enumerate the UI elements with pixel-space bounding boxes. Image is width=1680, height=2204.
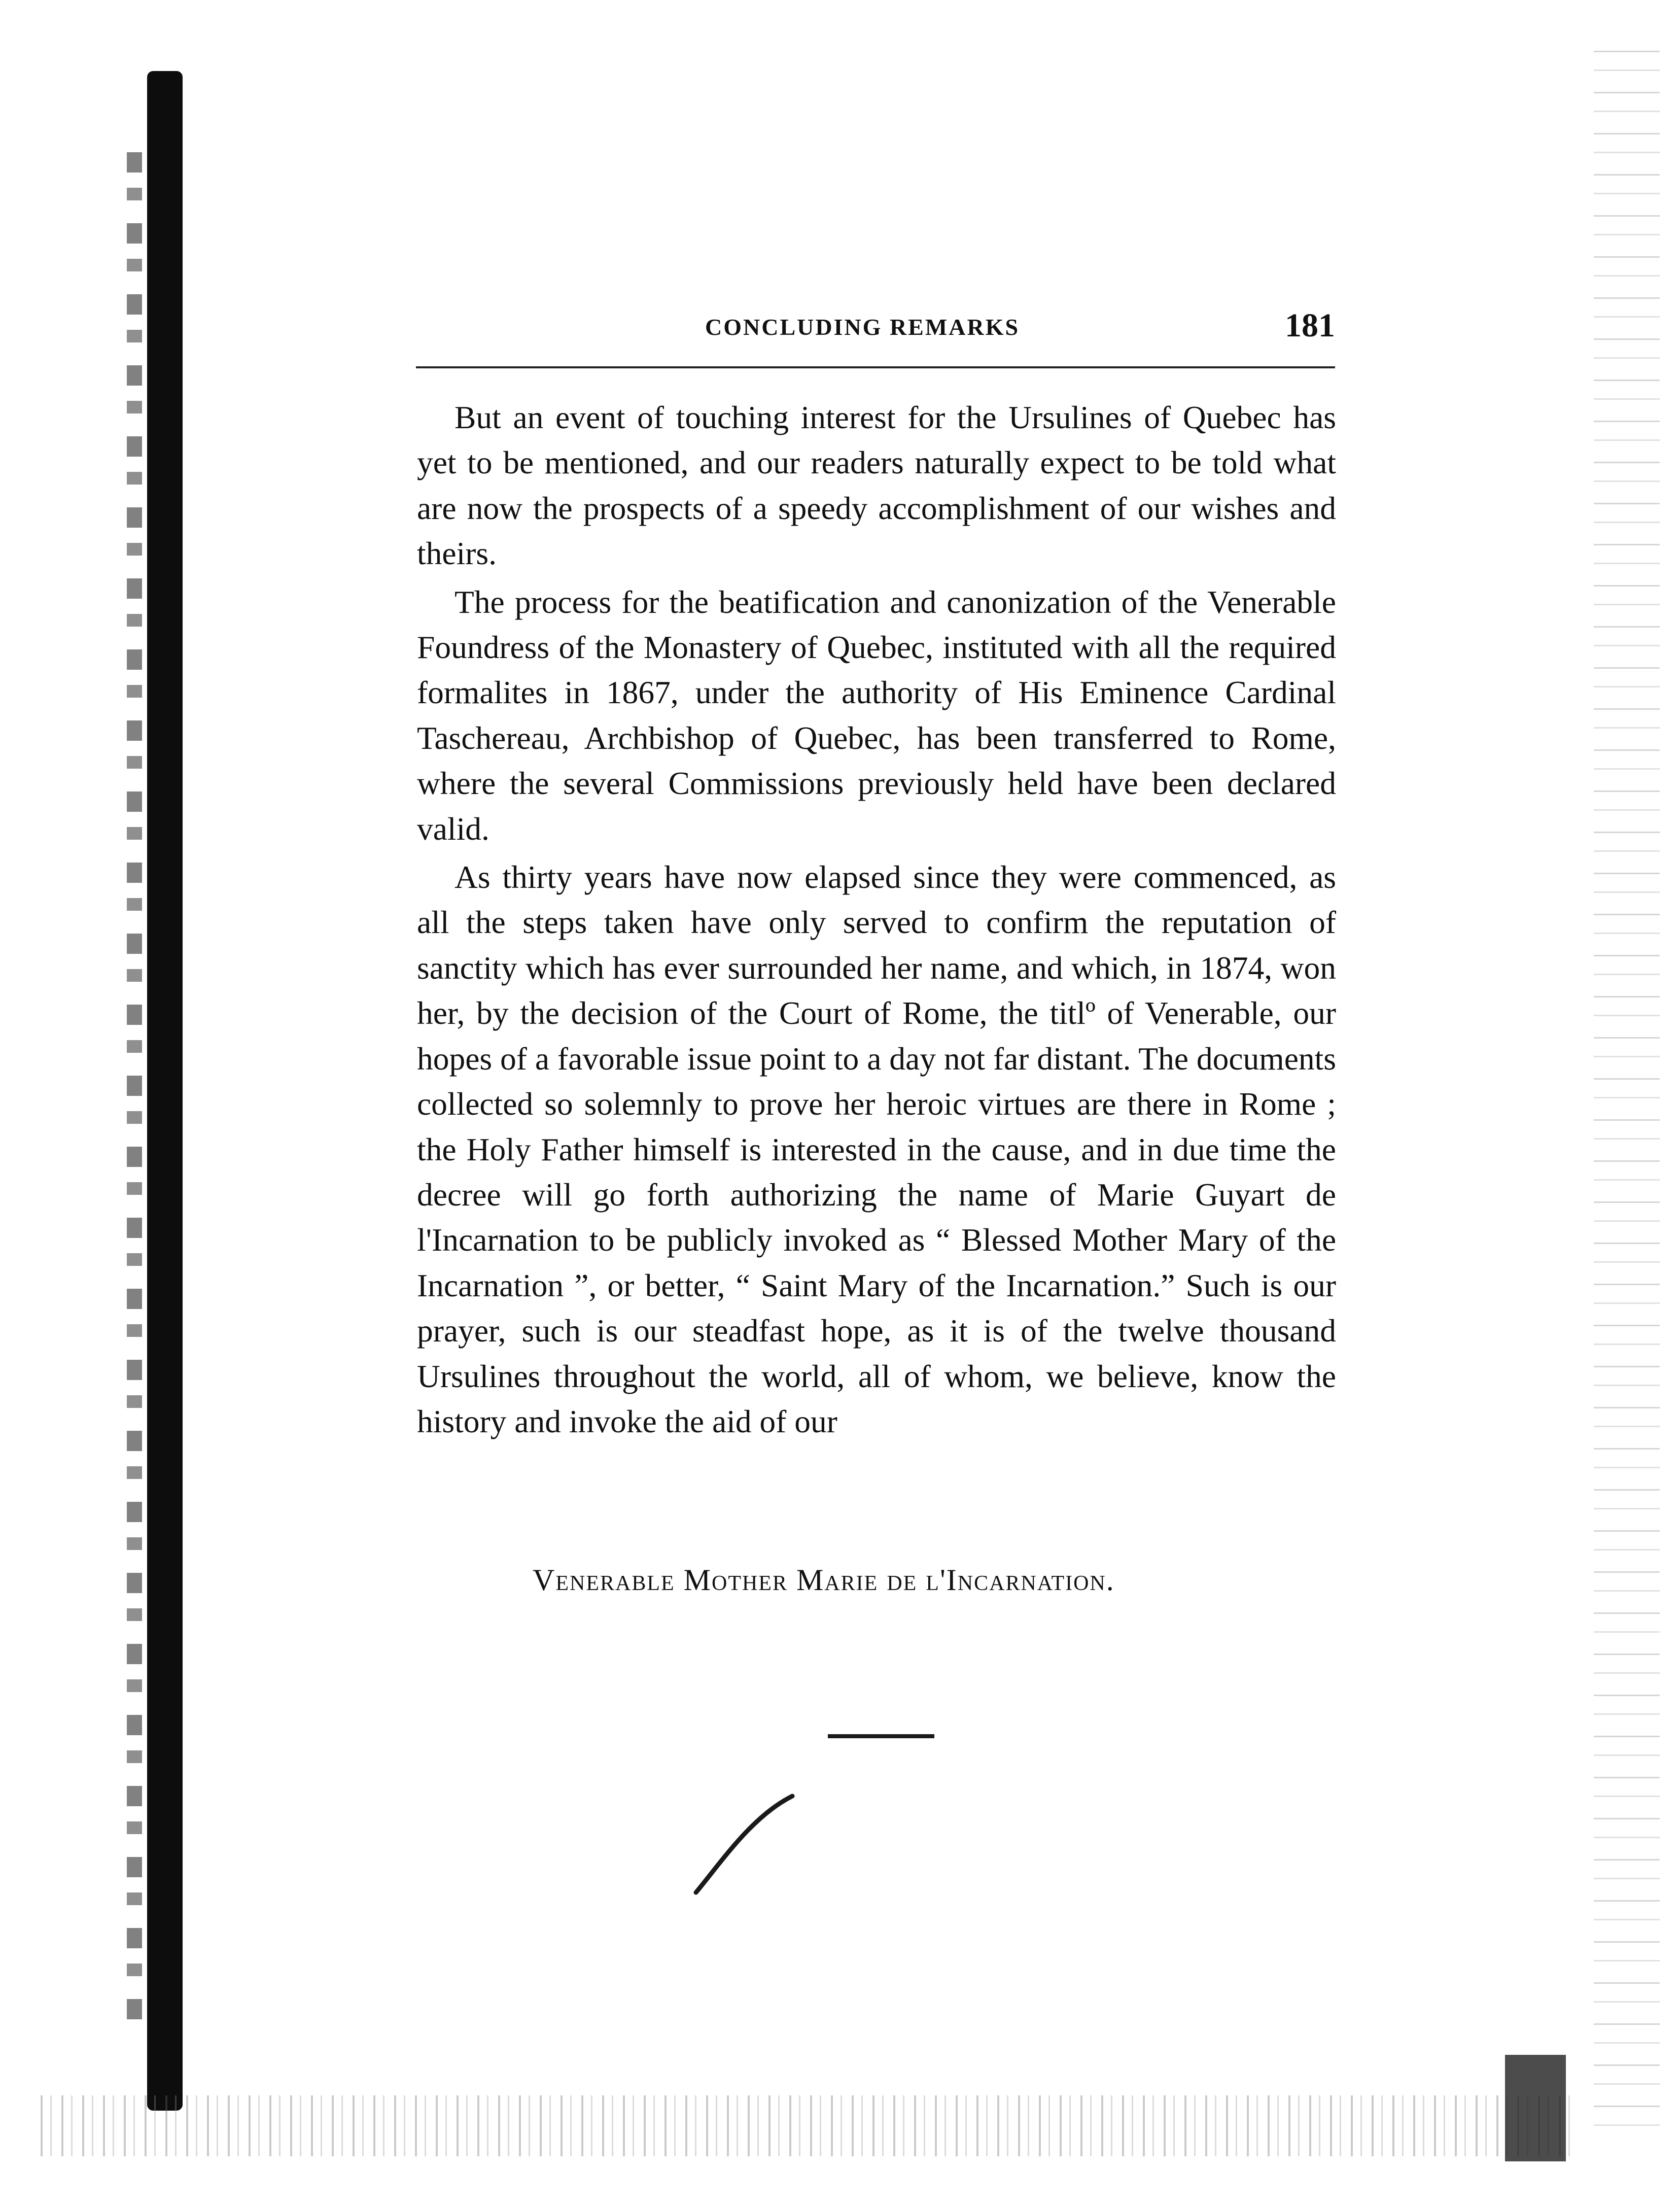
header-rule [416, 366, 1335, 368]
pen-mark [691, 1786, 797, 1903]
scan-binding-edge [147, 71, 183, 2111]
page-number: 181 [1285, 307, 1335, 344]
scan-edge-noise-bottom [41, 2095, 1579, 2156]
paragraph-3: As thirty years have now elapsed since they were commenced, as all the steps taken have only served to confirm the reputation of sanctity which has ever surrounded her name, and which, in 1874, won her, by the decision of the Court of Rome, the titlº of Venerable, our hopes of a favorable issue point to a day not far distant. The documents collected so solemnly to prove her heroic virtues are there in Rome ; the Holy Father himself is interested in the cause, and in due time the decree will go forth authorizing the name of Marie Guyart de l'Incarnation to be publicly invoked as “ Blessed Mother Mary of the Incarnation ”, or better, “ Saint Mary of the Incarnation.” Such is our prayer, such is our steadfast hope, as it is of the twelve thousand Ursulines throughout the world, all of whom, we believe, know the history and invoke the aid of our [417, 859, 1336, 1439]
scan-corner-blot [1505, 2055, 1566, 2161]
scan-edge-noise-right [1594, 51, 1660, 2131]
end-rule [828, 1734, 934, 1738]
running-head-title: CONCLUDING REMARKS [705, 314, 1020, 340]
running-head [416, 306, 1335, 342]
paragraph-1: But an event of touching interest for the Ursulines of Quebec has yet to be mentioned, and our readers naturally expect to be told what are now the prospects of a speedy accomplishment of our wishes and theirs. [417, 399, 1336, 572]
body-text [417, 395, 1336, 1447]
scan-binding-shadow [127, 152, 142, 2029]
paragraph-2: The process for the beatification and canonization of the Venerable Foundress of the Monastery of Quebec, instituted with all the required formalites in 1867, under the authority of His Eminence Cardinal Taschereau, Archbishop of Quebec, has been transferred to Rome, where the several Commissions previously held have been declared valid. [417, 583, 1336, 847]
closing-name-line: Venerable Mother Marie de l'Incarnation. [533, 1563, 1115, 1597]
